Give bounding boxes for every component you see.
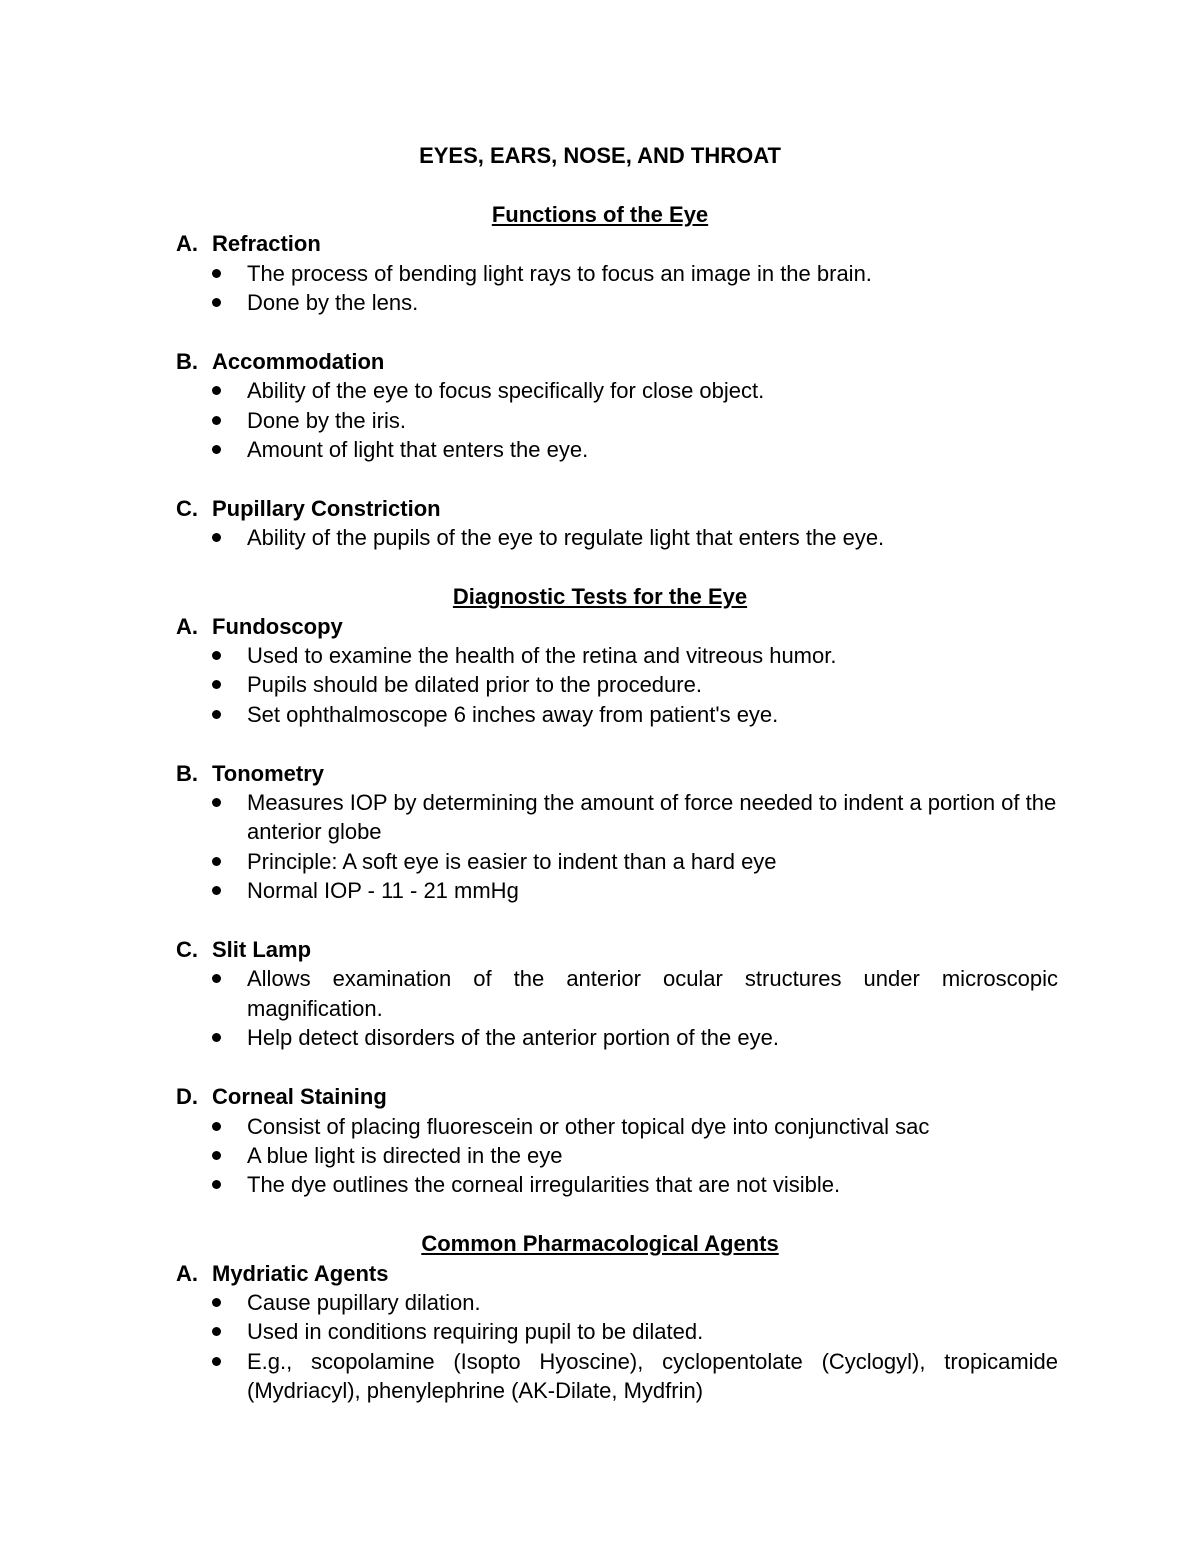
subsection: [176, 229, 1058, 317]
subsection-title: Corneal Staining: [212, 1084, 387, 1110]
section-heading: Diagnostic Tests for the Eye: [452, 584, 748, 610]
bullet-icon: [212, 416, 221, 425]
list-item: [176, 406, 1058, 435]
list-item: [176, 1112, 1058, 1141]
bullet-list: [176, 964, 1058, 1052]
list-item: [176, 847, 1058, 876]
bullet-icon: [212, 857, 221, 866]
list-item-text: The process of bending light rays to focus an image in the brain.: [247, 260, 872, 286]
list-item: [176, 1288, 1058, 1317]
bullet-icon: [212, 445, 221, 454]
list-item: [176, 1347, 1058, 1406]
subsection: [176, 494, 1058, 553]
list-item: [176, 435, 1058, 464]
list-item-text: Pupils should be dilated prior to the procedure.: [247, 672, 702, 698]
list-item-text: E.g., scopolamine (Isopto Hyoscine), cyclopentolate (Cyclogyl), tropicamide (Mydriacyl), phenylephrine (AK-Dilate, Mydfrin): [247, 1348, 1058, 1404]
spacer: [176, 465, 1058, 494]
subsection-heading: [176, 1082, 1058, 1111]
list-item: [176, 523, 1058, 552]
list-item-text: Done by the lens.: [247, 290, 419, 316]
spacer: [176, 318, 1058, 347]
list-item-text: Used in conditions requiring pupil to be dilated.: [247, 1319, 704, 1345]
bullet-icon: [212, 886, 221, 895]
list-item: [176, 641, 1058, 670]
subsection-heading: [176, 229, 1058, 258]
list-item: [176, 876, 1058, 905]
list-item: [176, 964, 1058, 1023]
list-item-text: Amount of light that enters the eye.: [247, 437, 589, 463]
subsection: [176, 1259, 1058, 1406]
list-item-text: Done by the iris.: [247, 407, 406, 433]
bullet-icon: [212, 1180, 221, 1189]
bullet-icon: [212, 1151, 221, 1160]
subsection-heading: [176, 1259, 1058, 1288]
subsection-title: Fundoscopy: [212, 613, 343, 639]
subsection-title: Slit Lamp: [212, 937, 312, 963]
subsection-letter: A.: [176, 613, 198, 639]
bullet-icon: [212, 710, 221, 719]
subsection-letter: A.: [176, 231, 198, 257]
bullet-icon: [212, 1327, 221, 1336]
bullet-list: [176, 641, 1058, 729]
list-item: [176, 288, 1058, 317]
subsection-letter: B.: [176, 760, 198, 786]
subsection: [176, 759, 1058, 906]
document-body: [176, 200, 1058, 1406]
list-item: [176, 788, 1058, 847]
section-heading: Functions of the Eye: [491, 202, 709, 227]
spacer: [176, 1053, 1058, 1082]
list-item: [176, 670, 1058, 699]
bullet-list: [176, 1288, 1058, 1406]
list-item-text: Used to examine the health of the retina and vitreous humor.: [247, 643, 837, 669]
list-item-text: Help detect disorders of the anterior portion of the eye.: [247, 1025, 779, 1051]
subsection-heading: [176, 935, 1058, 964]
bullet-icon: [212, 651, 221, 660]
subsection-title: Mydriatic Agents: [212, 1260, 389, 1286]
list-item-text: Measures IOP by determining the amount of force needed to indent a portion of the anterior globe: [247, 790, 1057, 845]
bullet-icon: [212, 269, 221, 278]
list-item-text: The dye outlines the corneal irregularities that are not visible.: [247, 1172, 841, 1198]
subsection-letter: D.: [176, 1084, 198, 1110]
spacer: [176, 906, 1058, 935]
list-item: [176, 1141, 1058, 1170]
list-item-text: Allows examination of the anterior ocular structures under microscopic magnification.: [247, 966, 1058, 1021]
bullet-list: [176, 523, 1058, 552]
bullet-icon: [212, 533, 221, 542]
list-item-text: Ability of the pupils of the eye to regulate light that enters the eye.: [247, 525, 885, 551]
list-item: [176, 259, 1058, 288]
list-item: [176, 700, 1058, 729]
subsection-letter: C.: [176, 937, 198, 963]
subsection-title: Tonometry: [212, 760, 325, 786]
bullet-icon: [212, 798, 221, 807]
subsection-heading: [176, 347, 1058, 376]
list-item-text: Ability of the eye to focus specifically for close object.: [247, 378, 765, 404]
spacer: [176, 729, 1058, 758]
bullet-icon: [212, 680, 221, 689]
bullet-icon: [212, 386, 221, 395]
bullet-icon: [212, 298, 221, 307]
bullet-list: [176, 376, 1058, 464]
list-item-text: Set ophthalmoscope 6 inches away from patient's eye.: [247, 701, 779, 727]
bullet-icon: [212, 1357, 221, 1366]
subsection: [176, 935, 1058, 1053]
list-item-text: Cause pupillary dilation.: [247, 1289, 481, 1315]
list-item-text: Normal IOP - 11 - 21 mmHg: [247, 878, 519, 904]
subsection-letter: A.: [176, 1260, 198, 1286]
subsection-title: Refraction: [212, 231, 321, 257]
section-heading: Common Pharmacological Agents: [421, 1231, 779, 1257]
subsection-title: Accommodation: [212, 349, 385, 375]
spacer: [176, 1200, 1058, 1229]
subsection-letter: B.: [176, 349, 198, 375]
list-item: [176, 1023, 1058, 1052]
bullet-icon: [212, 1033, 221, 1042]
bullet-list: [176, 259, 1058, 318]
bullet-list: [176, 788, 1058, 906]
subsection-heading: [176, 759, 1058, 788]
list-item-text: A blue light is directed in the eye: [247, 1142, 563, 1168]
list-item: [176, 1317, 1058, 1346]
subsection-title: Pupillary Constriction: [212, 496, 441, 522]
list-item-text: Consist of placing fluorescein or other topical dye into conjunctival sac: [247, 1113, 930, 1139]
subsection-letter: C.: [176, 496, 198, 522]
bullet-list: [176, 1112, 1058, 1200]
bullet-icon: [212, 1298, 221, 1307]
subsection: [176, 347, 1058, 465]
subsection-heading: [176, 494, 1058, 523]
list-item: [176, 1170, 1058, 1199]
subsection: [176, 1082, 1058, 1200]
subsection: [176, 612, 1058, 730]
list-item: [176, 376, 1058, 405]
subsection-heading: [176, 612, 1058, 641]
bullet-icon: [212, 974, 221, 983]
spacer: [176, 553, 1058, 582]
bullet-icon: [212, 1122, 221, 1131]
document-title: EYES, EARS, NOSE, AND THROAT: [419, 143, 781, 168]
list-item-text: Principle: A soft eye is easier to indent than a hard eye: [247, 848, 777, 874]
